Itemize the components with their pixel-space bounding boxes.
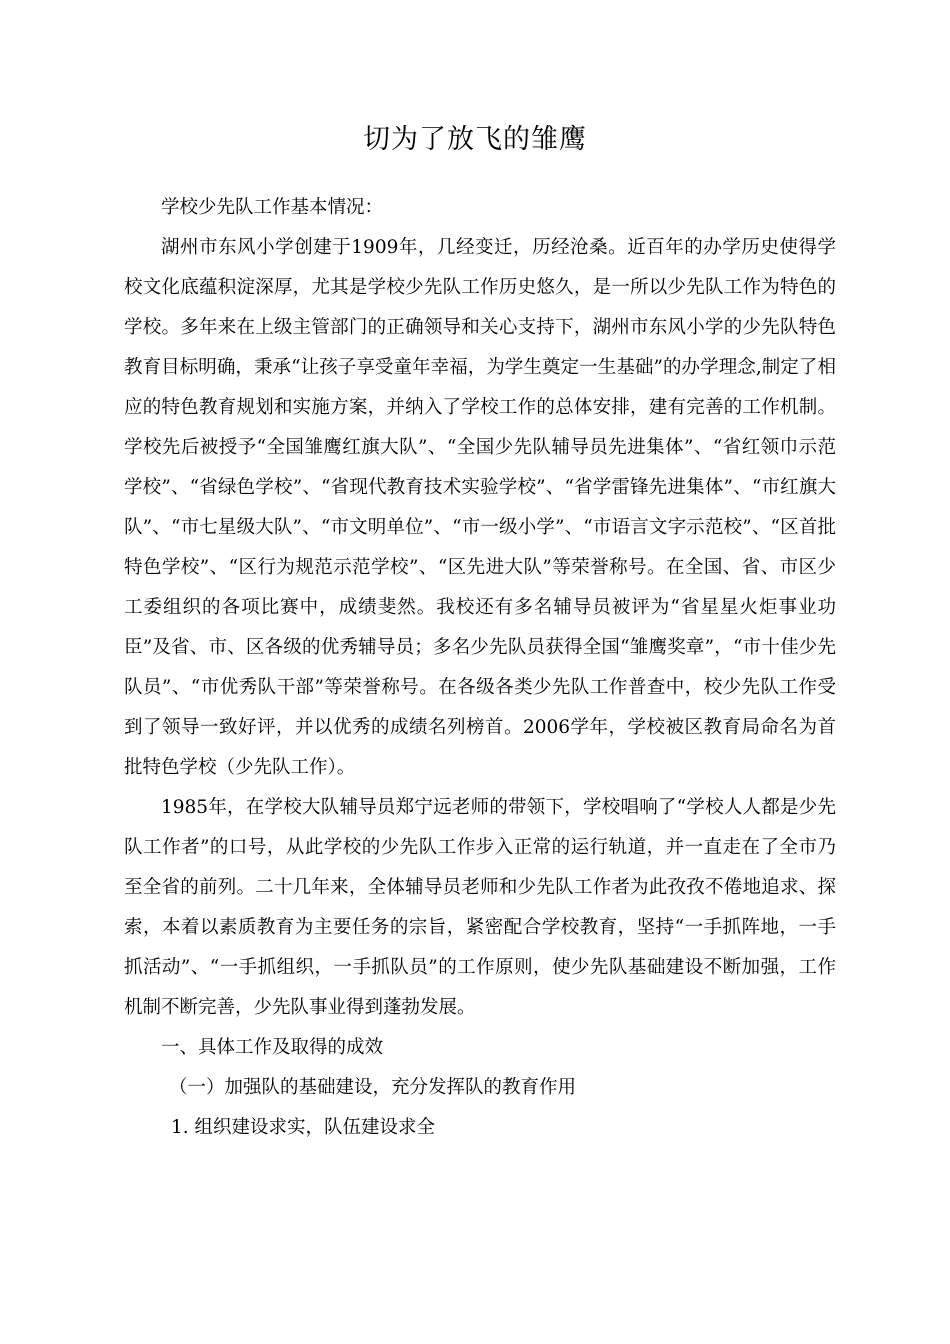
- subsection-heading: （一）加强队的基础建设，充分发挥队的教育作用: [169, 1077, 577, 1098]
- section-heading: 一、具体工作及取得的成效: [161, 1037, 384, 1058]
- document-title: 切为了放飞的雏鹰: [363, 124, 587, 155]
- paragraph-school-history: 湖州市东风小学创建于1909年，几经变迁，历经沧桑。近百年的办学历史使得学校文化底蕴积淀深厚，尤其是学校少先队工作历史悠久，是一所以少先队工作为特色的学校。多年来在上级主管部门的正确领导和关心支持下，湖州市东风小学的少先队特色教育目标明确，秉承“让孩子享受童年幸福，为学生奠定一生基础”的办学理念,制定了相应的特色教育规划和实施方案，并纳入了学校工作的总体安排，建有完善的工作机制。学校先后被授予“全国雏鹰红旗大队”、“全国少先队辅导员先进集体”、“省红领巾示范学校”、“省绿色学校”、“省现代教育技术实验学校”、“省学雷锋先进集体”、“市红旗大队”、“市七星级大队”、“市文明单位”、“市一级小学”、“市语言文字示范校”、“区首批特色学校”、“区行为规范示范学校”、“区先进大队”等荣誉称号。在全国、省、市区少工委组织的各项比赛中，成绩斐然。我校还有多名辅导员被评为“省星星火炬事业功臣”及省、市、区各级的优秀辅导员；多名少先队员获得全国“雏鹰奖章”，“市十佳少先队员”、“市优秀队干部”等荣誉称号。在各级各类少先队工作普查中，校少先队工作受到了领导一致好评，并以优秀的成绩名列榜首。2006学年，学校被区教育局命名为首批特色学校（少先队工作）。: [124, 237, 836, 778]
- document-body: [124, 188, 836, 1148]
- item-heading: 1. 组织建设求实，队伍建设求全: [171, 1117, 436, 1138]
- paragraph-1985: 1985年，在学校大队辅导员郑宁远老师的带领下，学校唱响了“学校人人都是少先队工作者”的口号，从此学校的少先队工作步入正常的运行轨道，并一直走在了全市乃至全省的前列。二十几年来，全体辅导员老师和少先队工作者为此孜孜不倦地追求、探索，本着以素质教育为主要任务的宗旨，紧密配合学校教育，坚持“一手抓阵地，一手抓活动”、“一手抓组织，一手抓队员”的工作原则，使少先队基础建设不断加强，工作机制不断完善，少先队事业得到蓬勃发展。: [124, 797, 836, 1018]
- intro-heading: 学校少先队工作基本情况：: [161, 197, 384, 218]
